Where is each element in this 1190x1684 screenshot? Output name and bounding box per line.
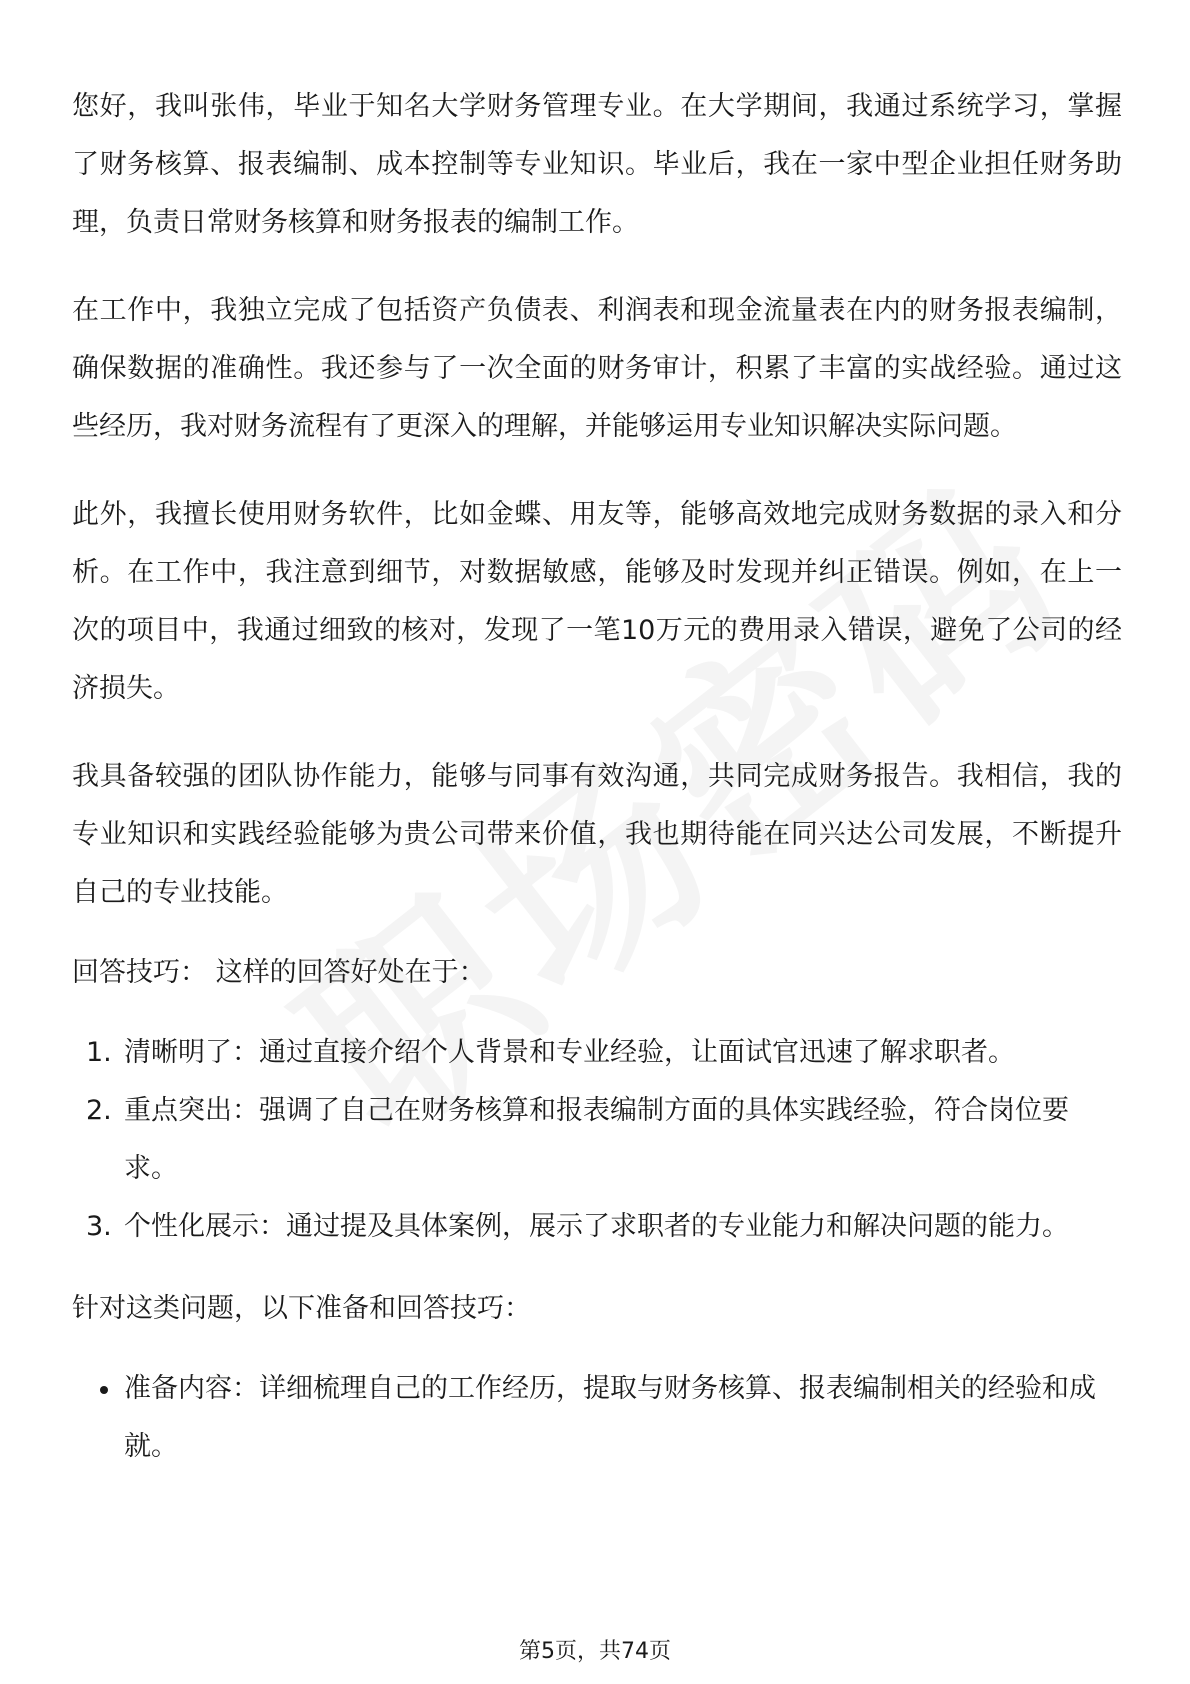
list-item-text: 个性化展示：通过提及具体案例，展示了求职者的专业能力和解决问题的能力。 <box>124 1211 1069 1242</box>
list-item <box>72 1024 1122 1082</box>
list-number: 1. <box>86 1037 112 1068</box>
tips-list <box>72 1024 1122 1256</box>
paragraph-work: 在工作中，我独立完成了包括资产负债表、利润表和现金流量表在内的财务报表编制，确保数据的准确性。我还参与了一次全面的财务审计，积累了丰富的实战经验。通过这些经历，我对财务流程有了更深入的理解，并能够运用专业知识解决实际问题。 <box>72 295 1122 442</box>
list-item-text: 重点突出：强调了自己在财务核算和报表编制方面的具体实践经验，符合岗位要求。 <box>124 1095 1069 1184</box>
bullet-icon <box>100 1386 108 1394</box>
list-number: 2. <box>86 1095 112 1126</box>
list-item <box>72 1198 1122 1256</box>
list-item <box>72 1360 1122 1476</box>
page-footer: 第5页，共74页 <box>519 1639 671 1664</box>
paragraph-teamwork: 我具备较强的团队协作能力，能够与同事有效沟通，共同完成财务报告。我相信，我的专业知识和实践经验能够为贵公司带来价值，我也期待能在同兴达公司发展，不断提升自己的专业技能。 <box>72 761 1122 908</box>
list-item-text: 清晰明了：通过直接介绍个人背景和专业经验，让面试官迅速了解求职者。 <box>124 1037 1015 1068</box>
list-item <box>72 1082 1122 1198</box>
prep-heading: 针对这类问题，以下准备和回答技巧： <box>72 1293 531 1324</box>
paragraph-intro: 您好，我叫张伟，毕业于知名大学财务管理专业。在大学期间，我通过系统学习，掌握了财务核算、报表编制、成本控制等专业知识。毕业后，我在一家中型企业担任财务助理，负责日常财务核算和财务报表的编制工作。 <box>72 91 1122 238</box>
paragraph-skills: 此外，我擅长使用财务软件，比如金蝶、用友等，能够高效地完成财务数据的录入和分析。在工作中，我注意到细节，对数据敏感，能够及时发现并纠正错误。例如，在上一次的项目中，我通过细致的核对，发现了一笔10万元的费用录入错误，避免了公司的经济损失。 <box>72 499 1122 704</box>
list-item-text: 准备内容：详细梳理自己的工作经历，提取与财务核算、报表编制相关的经验和成就。 <box>124 1373 1096 1462</box>
list-number: 3. <box>86 1211 112 1242</box>
tips-heading: 回答技巧： 这样的回答好处在于： <box>72 957 486 988</box>
prep-list <box>72 1360 1122 1476</box>
page-content <box>72 78 1122 1500</box>
